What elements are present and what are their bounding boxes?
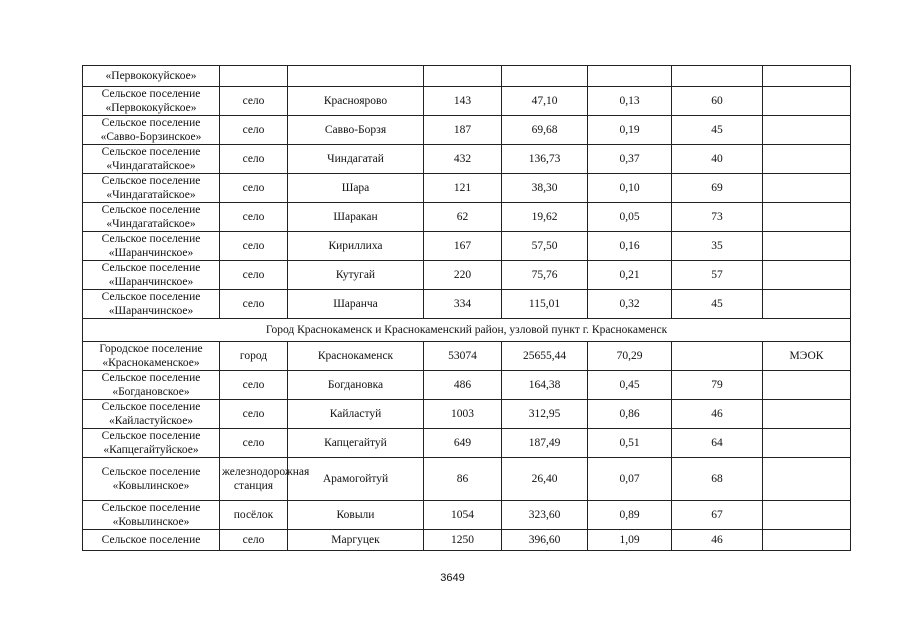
population-cell: 649: [424, 429, 502, 458]
table-row: [83, 371, 851, 400]
share-cell: 0,45: [588, 371, 672, 400]
operator-cell: [763, 400, 851, 429]
section-header-row: [83, 319, 851, 342]
section-title: Город Краснокаменск и Краснокаменский район, узловой пункт г. Краснокаменск: [83, 319, 851, 342]
settlement-type-cell: село: [220, 174, 288, 203]
operator-cell: [763, 501, 851, 530]
value-cell: [502, 66, 588, 87]
population-cell: 143: [424, 87, 502, 116]
settlement-name-cell: Сельское поселение «Чиндагатайское»: [83, 174, 220, 203]
value-cell: 312,95: [502, 400, 588, 429]
settlement-type-cell: село: [220, 261, 288, 290]
distance-cell: [672, 66, 763, 87]
share-cell: 0,37: [588, 145, 672, 174]
locality-cell: Арамогойтуй: [288, 458, 424, 501]
table-row: [83, 290, 851, 319]
locality-cell: Кайластуй: [288, 400, 424, 429]
share-cell: 0,13: [588, 87, 672, 116]
locality-cell: Шаранча: [288, 290, 424, 319]
settlement-type-cell: [220, 66, 288, 87]
locality-cell: [288, 66, 424, 87]
settlement-name-cell: Сельское поселение: [83, 530, 220, 551]
distance-cell: 40: [672, 145, 763, 174]
table-row: [83, 232, 851, 261]
settlement-type-cell: село: [220, 87, 288, 116]
value-cell: 25655,44: [502, 342, 588, 371]
population-cell: 486: [424, 371, 502, 400]
value-cell: 115,01: [502, 290, 588, 319]
settlement-type-cell: село: [220, 203, 288, 232]
value-cell: 19,62: [502, 203, 588, 232]
population-cell: 432: [424, 145, 502, 174]
settlement-type-cell: село: [220, 530, 288, 551]
value-cell: 187,49: [502, 429, 588, 458]
settlement-name-cell: Сельское поселение «Ковылинское»: [83, 501, 220, 530]
value-cell: 38,30: [502, 174, 588, 203]
distance-cell: 64: [672, 429, 763, 458]
operator-cell: МЭОК: [763, 342, 851, 371]
value-cell: 396,60: [502, 530, 588, 551]
locality-cell: Чиндагатай: [288, 145, 424, 174]
settlement-name-cell: Городское поселение «Краснокаменское»: [83, 342, 220, 371]
operator-cell: [763, 87, 851, 116]
settlement-name-cell: «Первококуйское»: [83, 66, 220, 87]
table-row: [83, 429, 851, 458]
locality-cell: Капцегайтуй: [288, 429, 424, 458]
share-cell: 1,09: [588, 530, 672, 551]
operator-cell: [763, 371, 851, 400]
operator-cell: [763, 290, 851, 319]
settlement-name-cell: Сельское поселение «Богдановское»: [83, 371, 220, 400]
distance-cell: 46: [672, 400, 763, 429]
locality-cell: Маргуцек: [288, 530, 424, 551]
distance-cell: 67: [672, 501, 763, 530]
population-cell: 62: [424, 203, 502, 232]
table-row: [83, 116, 851, 145]
operator-cell: [763, 203, 851, 232]
settlements-table: [82, 65, 851, 551]
settlement-name-cell: Сельское поселение «Чиндагатайское»: [83, 145, 220, 174]
locality-cell: Кутугай: [288, 261, 424, 290]
table-row: [83, 145, 851, 174]
table-row: [83, 400, 851, 429]
share-cell: 0,05: [588, 203, 672, 232]
table-row: [83, 66, 851, 87]
operator-cell: [763, 232, 851, 261]
table-row: [83, 458, 851, 501]
locality-cell: Шара: [288, 174, 424, 203]
population-cell: 334: [424, 290, 502, 319]
operator-cell: [763, 116, 851, 145]
table-row: [83, 87, 851, 116]
value-cell: 47,10: [502, 87, 588, 116]
share-cell: 0,21: [588, 261, 672, 290]
operator-cell: [763, 66, 851, 87]
table-row: [83, 261, 851, 290]
distance-cell: 46: [672, 530, 763, 551]
share-cell: 0,10: [588, 174, 672, 203]
population-cell: [424, 66, 502, 87]
share-cell: 0,19: [588, 116, 672, 145]
settlement-type-cell: село: [220, 290, 288, 319]
population-cell: 220: [424, 261, 502, 290]
locality-cell: Шаракан: [288, 203, 424, 232]
share-cell: 0,16: [588, 232, 672, 261]
settlement-type-cell: село: [220, 145, 288, 174]
settlement-name-cell: Сельское поселение «Шаранчинское»: [83, 232, 220, 261]
share-cell: 0,07: [588, 458, 672, 501]
share-cell: 0,86: [588, 400, 672, 429]
locality-cell: Богдановка: [288, 371, 424, 400]
settlement-type-cell: город: [220, 342, 288, 371]
table-row: [83, 174, 851, 203]
settlement-type-cell: посёлок: [220, 501, 288, 530]
value-cell: 323,60: [502, 501, 588, 530]
operator-cell: [763, 530, 851, 551]
settlement-name-cell: Сельское поселение «Кайластуйское»: [83, 400, 220, 429]
distance-cell: 73: [672, 203, 763, 232]
table-row: [83, 342, 851, 371]
distance-cell: [672, 342, 763, 371]
settlement-type-cell: село: [220, 371, 288, 400]
settlement-name-cell: Сельское поселение «Савво-Борзинское»: [83, 116, 220, 145]
value-cell: 136,73: [502, 145, 588, 174]
locality-cell: Ковыли: [288, 501, 424, 530]
distance-cell: 45: [672, 290, 763, 319]
operator-cell: [763, 145, 851, 174]
population-cell: 121: [424, 174, 502, 203]
table-row: [83, 203, 851, 232]
operator-cell: [763, 429, 851, 458]
population-cell: 187: [424, 116, 502, 145]
value-cell: 26,40: [502, 458, 588, 501]
share-cell: 70,29: [588, 342, 672, 371]
share-cell: 0,51: [588, 429, 672, 458]
distance-cell: 45: [672, 116, 763, 145]
distance-cell: 57: [672, 261, 763, 290]
share-cell: [588, 66, 672, 87]
population-cell: 86: [424, 458, 502, 501]
value-cell: 164,38: [502, 371, 588, 400]
settlement-type-cell: железнодорожная станция: [220, 458, 288, 501]
settlement-name-cell: Сельское поселение «Ковылинское»: [83, 458, 220, 501]
distance-cell: 69: [672, 174, 763, 203]
settlement-name-cell: Сельское поселение «Шаранчинское»: [83, 290, 220, 319]
settlement-name-cell: Сельское поселение «Капцегайтуйское»: [83, 429, 220, 458]
population-cell: 167: [424, 232, 502, 261]
operator-cell: [763, 174, 851, 203]
settlement-type-cell: село: [220, 400, 288, 429]
settlement-type-cell: село: [220, 116, 288, 145]
distance-cell: 60: [672, 87, 763, 116]
population-cell: 1003: [424, 400, 502, 429]
settlement-name-cell: Сельское поселение «Шаранчинское»: [83, 261, 220, 290]
settlement-type-cell: село: [220, 232, 288, 261]
locality-cell: Краснокаменск: [288, 342, 424, 371]
page-number: 3649: [440, 572, 465, 584]
distance-cell: 79: [672, 371, 763, 400]
settlement-name-cell: Сельское поселение «Чиндагатайское»: [83, 203, 220, 232]
locality-cell: Савво-Борзя: [288, 116, 424, 145]
operator-cell: [763, 261, 851, 290]
settlement-name-cell: Сельское поселение «Первококуйское»: [83, 87, 220, 116]
population-cell: 53074: [424, 342, 502, 371]
value-cell: 57,50: [502, 232, 588, 261]
locality-cell: Красноярово: [288, 87, 424, 116]
population-cell: 1250: [424, 530, 502, 551]
operator-cell: [763, 458, 851, 501]
table-row: [83, 530, 851, 551]
distance-cell: 68: [672, 458, 763, 501]
value-cell: 69,68: [502, 116, 588, 145]
settlement-type-cell: село: [220, 429, 288, 458]
population-cell: 1054: [424, 501, 502, 530]
distance-cell: 35: [672, 232, 763, 261]
locality-cell: Кириллиха: [288, 232, 424, 261]
value-cell: 75,76: [502, 261, 588, 290]
share-cell: 0,89: [588, 501, 672, 530]
table-row: [83, 501, 851, 530]
share-cell: 0,32: [588, 290, 672, 319]
